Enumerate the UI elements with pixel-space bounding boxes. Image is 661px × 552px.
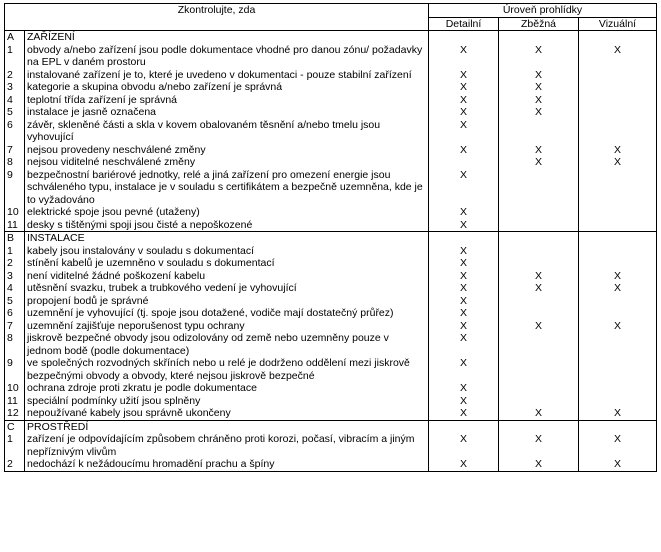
- section-c: [5, 420, 657, 471]
- mark-visual: X: [579, 407, 657, 420]
- item-number: 1: [5, 245, 25, 258]
- mark-visual: [579, 357, 657, 382]
- item-text: stínění kabelů je uzemněno v souladu s dokumentací: [25, 257, 429, 270]
- mark-close: [499, 382, 579, 395]
- table-header: [5, 4, 657, 31]
- mark-close: [499, 332, 579, 357]
- table-row: [5, 270, 657, 283]
- item-number: 2: [5, 69, 25, 82]
- item-number: 7: [5, 320, 25, 333]
- mark-visual: [579, 206, 657, 219]
- item-number: 9: [5, 357, 25, 382]
- mark-close: X: [499, 458, 579, 471]
- table-row: [5, 433, 657, 458]
- mark-detailed: X: [429, 245, 499, 258]
- mark-detailed: X: [429, 81, 499, 94]
- column-header-visual: Vizuální: [579, 17, 657, 31]
- mark-detailed: [429, 156, 499, 169]
- item-text: uzemnění zajišťuje neporušenost typu ochrany: [25, 320, 429, 333]
- mark-detailed: X: [429, 357, 499, 382]
- item-text: zařízení je odpovídajícím způsobem chráněno proti korozi, počasí, vibracím a jiným nepříznivým vlivům: [25, 433, 429, 458]
- inspection-table-container: [4, 3, 657, 472]
- mark-visual: [579, 395, 657, 408]
- mark-detailed: X: [429, 144, 499, 157]
- item-number: 1: [5, 433, 25, 458]
- item-number: 10: [5, 382, 25, 395]
- mark-visual: [579, 69, 657, 82]
- item-text: ve společných rozvodných skříních nebo u relé je dodrženo oddělení mezi jiskrově bezpečnými obvody a obvody, které nejsou jiskrově bezpečné: [25, 357, 429, 382]
- item-number: 8: [5, 156, 25, 169]
- table-row: [5, 382, 657, 395]
- section-title: PROSTŘEDÍ: [25, 420, 429, 433]
- item-number: 8: [5, 332, 25, 357]
- item-text: uzemnění je vyhovující (tj. spoje jsou dotažené, vodiče mají dostatečný průřez): [25, 307, 429, 320]
- item-text: nejsou viditelné neschválené změny: [25, 156, 429, 169]
- mark-visual: [579, 332, 657, 357]
- item-number: 5: [5, 106, 25, 119]
- item-number: 5: [5, 295, 25, 308]
- table-row: [5, 282, 657, 295]
- mark-visual: [579, 382, 657, 395]
- mark-close: [499, 169, 579, 207]
- mark-visual: [579, 219, 657, 232]
- item-number: 11: [5, 395, 25, 408]
- mark-visual: X: [579, 156, 657, 169]
- mark-close: [499, 395, 579, 408]
- section-header-row: [5, 420, 657, 433]
- table-row: [5, 169, 657, 207]
- mark-detailed: X: [429, 433, 499, 458]
- table-row: [5, 307, 657, 320]
- mark-visual: [579, 94, 657, 107]
- item-number: 3: [5, 81, 25, 94]
- item-text: kategorie a skupina obvodu a/nebo zařízení je správná: [25, 81, 429, 94]
- mark-visual: X: [579, 282, 657, 295]
- mark-detailed: X: [429, 69, 499, 82]
- item-number: 4: [5, 94, 25, 107]
- mark-detailed: X: [429, 206, 499, 219]
- mark-detailed: X: [429, 94, 499, 107]
- mark-visual: X: [579, 270, 657, 283]
- mark-close: X: [499, 156, 579, 169]
- item-text: instalace je jasně označena: [25, 106, 429, 119]
- item-text: nepoužívané kabely jsou správně ukončeny: [25, 407, 429, 420]
- mark-detailed: X: [429, 332, 499, 357]
- item-text: ochrana zdroje proti zkratu je podle dokumentace: [25, 382, 429, 395]
- mark-detailed: X: [429, 458, 499, 471]
- item-number: 6: [5, 119, 25, 144]
- mark-close: X: [499, 69, 579, 82]
- mark-detailed: X: [429, 270, 499, 283]
- mark-close: X: [499, 144, 579, 157]
- item-text: obvody a/nebo zařízení jsou podle dokumentace vhodné pro danou zónu/ požadavky na EPL v daném prostoru: [25, 44, 429, 69]
- item-number: 12: [5, 407, 25, 420]
- column-header-close: Zběžná: [499, 17, 579, 31]
- mark-visual: [579, 81, 657, 94]
- mark-close: [499, 206, 579, 219]
- table-row: [5, 320, 657, 333]
- mark-close: X: [499, 320, 579, 333]
- table-row: [5, 245, 657, 258]
- table-row: [5, 81, 657, 94]
- table-row: [5, 44, 657, 69]
- inspection-level-header: Úroveň prohlídky: [429, 4, 657, 18]
- mark-close: [499, 307, 579, 320]
- mark-detailed: X: [429, 119, 499, 144]
- mark-close: X: [499, 270, 579, 283]
- table-row: [5, 219, 657, 232]
- table-row: [5, 119, 657, 144]
- item-text: kabely jsou instalovány v souladu s dokumentací: [25, 245, 429, 258]
- item-text: nedochází k nežádoucímu hromadění prachu a špíny: [25, 458, 429, 471]
- table-row: [5, 295, 657, 308]
- table-row: [5, 106, 657, 119]
- item-number: 2: [5, 458, 25, 471]
- mark-detailed: X: [429, 320, 499, 333]
- item-number: 1: [5, 44, 25, 69]
- section-header-row: [5, 232, 657, 245]
- mark-detailed: X: [429, 44, 499, 69]
- mark-close: X: [499, 433, 579, 458]
- mark-close: X: [499, 44, 579, 69]
- item-text: propojení bodů je správné: [25, 295, 429, 308]
- check-header: Zkontrolujte, zda: [5, 4, 429, 31]
- table-row: [5, 94, 657, 107]
- mark-visual: [579, 295, 657, 308]
- item-text: závěr, skleněné části a skla v kovem obalovaném těsnění a/nebo tmelu jsou vyhovující: [25, 119, 429, 144]
- mark-close: [499, 257, 579, 270]
- mark-close: [499, 295, 579, 308]
- section-b: [5, 232, 657, 421]
- item-text: desky s tištěnými spoji jsou čisté a nepoškozené: [25, 219, 429, 232]
- mark-detailed: X: [429, 295, 499, 308]
- mark-visual: [579, 119, 657, 144]
- item-text: utěsnění svazku, trubek a trubkového vedení je vyhovující: [25, 282, 429, 295]
- table-row: [5, 357, 657, 382]
- column-header-detailed: Detailní: [429, 17, 499, 31]
- mark-close: X: [499, 81, 579, 94]
- item-text: teplotní třída zařízení je správná: [25, 94, 429, 107]
- mark-visual: [579, 307, 657, 320]
- item-text: nejsou provedeny neschválené změny: [25, 144, 429, 157]
- mark-detailed: X: [429, 169, 499, 207]
- table-row: [5, 144, 657, 157]
- item-text: není viditelné žádné poškození kabelu: [25, 270, 429, 283]
- item-text: speciální podmínky užití jsou splněny: [25, 395, 429, 408]
- mark-visual: X: [579, 144, 657, 157]
- mark-close: [499, 219, 579, 232]
- mark-detailed: X: [429, 307, 499, 320]
- table-row: [5, 395, 657, 408]
- mark-visual: X: [579, 320, 657, 333]
- inspection-table: [4, 3, 657, 472]
- section-letter: A: [5, 31, 25, 44]
- item-number: 7: [5, 144, 25, 157]
- mark-visual: [579, 106, 657, 119]
- item-number: 11: [5, 219, 25, 232]
- mark-close: [499, 357, 579, 382]
- mark-close: X: [499, 282, 579, 295]
- section-a: [5, 31, 657, 232]
- section-title: ZAŘÍZENÍ: [25, 31, 429, 44]
- mark-detailed: X: [429, 106, 499, 119]
- section-header-row: [5, 31, 657, 44]
- item-text: instalované zařízení je to, které je uvedeno v dokumentaci - pouze stabilní zařízení: [25, 69, 429, 82]
- item-number: 6: [5, 307, 25, 320]
- mark-visual: [579, 257, 657, 270]
- table-row: [5, 156, 657, 169]
- section-title: INSTALACE: [25, 232, 429, 245]
- mark-visual: X: [579, 458, 657, 471]
- mark-detailed: X: [429, 382, 499, 395]
- mark-detailed: X: [429, 395, 499, 408]
- mark-close: X: [499, 407, 579, 420]
- item-text: bezpečnostní bariérové jednotky, relé a jiná zařízení pro omezení energie jsou schváleného typu, instalace je v souladu s certifikátem a bezpečně uzemněna, kde je to vyžadováno: [25, 169, 429, 207]
- mark-detailed: X: [429, 282, 499, 295]
- mark-close: [499, 119, 579, 144]
- item-number: 2: [5, 257, 25, 270]
- item-number: 9: [5, 169, 25, 207]
- mark-close: X: [499, 94, 579, 107]
- mark-detailed: X: [429, 219, 499, 232]
- table-row: [5, 206, 657, 219]
- section-letter: C: [5, 420, 25, 433]
- mark-visual: X: [579, 44, 657, 69]
- section-letter: B: [5, 232, 25, 245]
- table-row: [5, 458, 657, 471]
- mark-visual: [579, 169, 657, 207]
- item-number: 4: [5, 282, 25, 295]
- mark-visual: [579, 245, 657, 258]
- table-row: [5, 257, 657, 270]
- mark-detailed: X: [429, 257, 499, 270]
- table-row: [5, 69, 657, 82]
- item-text: jiskrově bezpečné obvody jsou odizolovány od země nebo uzemněny pouze v jednom bodě (podle dokumentace): [25, 332, 429, 357]
- mark-close: [499, 245, 579, 258]
- mark-close: X: [499, 106, 579, 119]
- table-row: [5, 407, 657, 420]
- item-text: elektrické spoje jsou pevné (utaženy): [25, 206, 429, 219]
- mark-detailed: X: [429, 407, 499, 420]
- table-row: [5, 332, 657, 357]
- mark-visual: X: [579, 433, 657, 458]
- item-number: 10: [5, 206, 25, 219]
- item-number: 3: [5, 270, 25, 283]
